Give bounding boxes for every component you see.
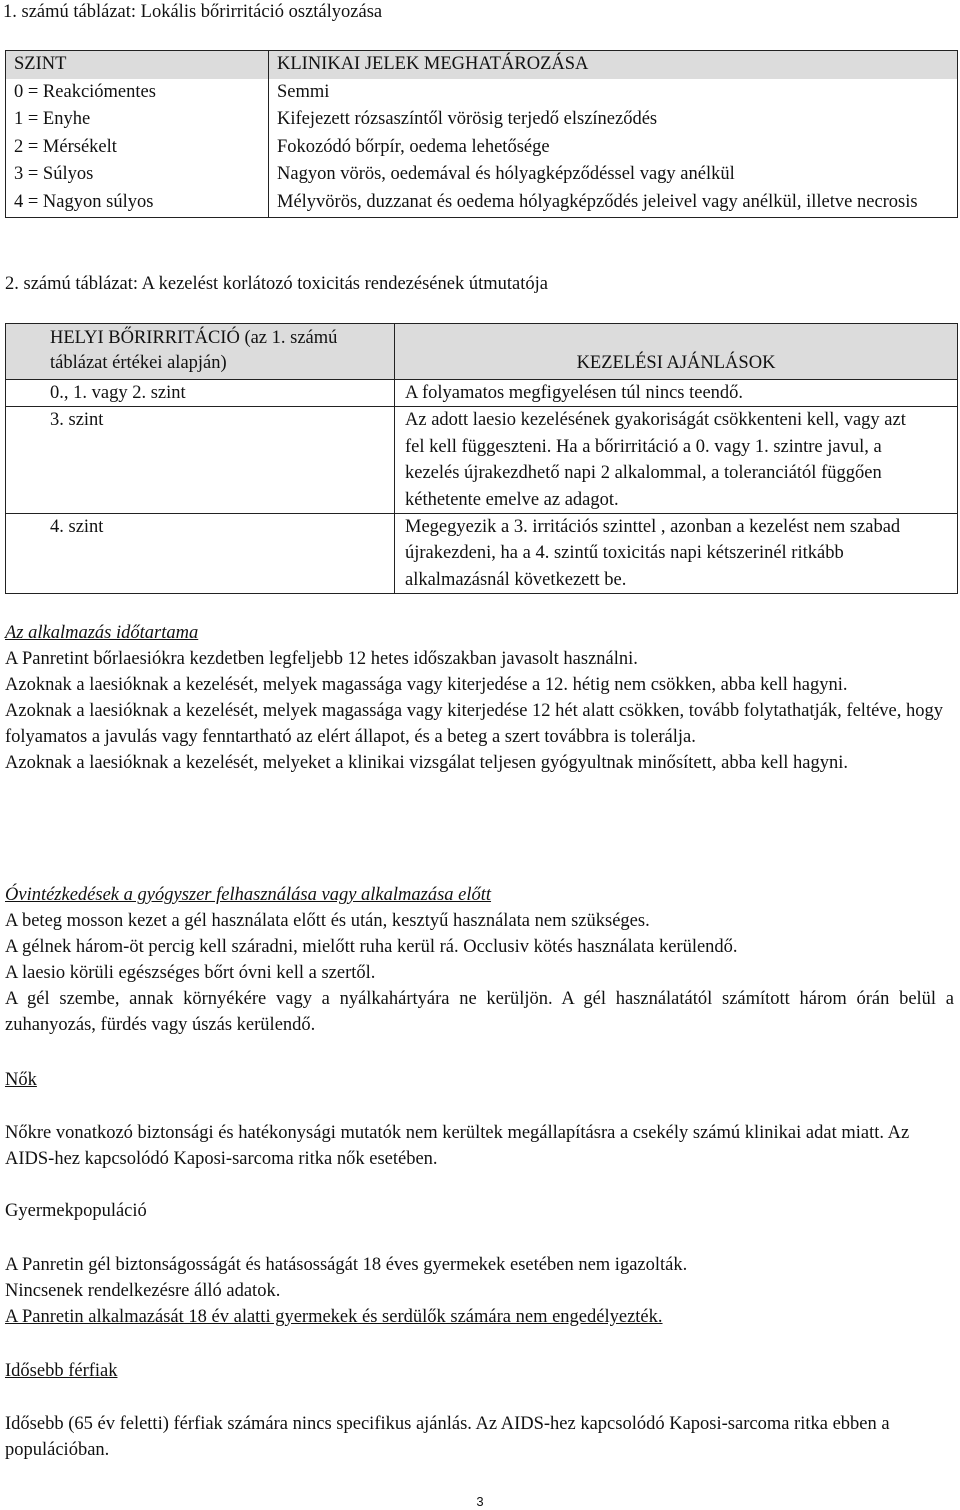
table2-caption: 2. számú táblázat: A kezelést korlátozó toxicitás rendezésének útmutatója <box>5 274 548 294</box>
signs-cell: Fokozódó bőrpír, oedema lehetősége <box>277 136 550 157</box>
section-heading: Nők <box>5 1070 37 1090</box>
level-cell: 1 = Enyhe <box>6 106 269 134</box>
level-cell: 0 = Reakciómentes <box>6 79 269 107</box>
paragraph: A Panretin gél biztonságosságát és hatásosságát 18 éves gyermekek esetében nem igazolták. <box>5 1255 688 1275</box>
level-cell: 3. szint <box>6 407 395 514</box>
page-number: 3 <box>476 1494 484 1509</box>
table1-caption: 1. számú táblázat: Lokális bőrirritáció osztályozása <box>3 2 383 22</box>
women-paragraph: Nőkre vonatkozó biztonsági és hatékonysági mutatók nem kerültek megállapításra a csekély számú klinikai adat miatt. Az AIDS-hez kapcsolódó Kaposi-sarcoma ritka nők esetében. <box>5 1123 910 1169</box>
table-row <box>6 134 958 162</box>
level-cell: 4. szint <box>6 514 395 594</box>
paragraph: Nincsenek rendelkezésre álló adatok. <box>5 1281 281 1301</box>
section-heading: Az alkalmazás időtartama <box>5 623 199 643</box>
paragraph: A Panretint bőrlaesiókra kezdetben legfeljebb 12 hetes időszakban javasolt használni. <box>5 649 638 669</box>
section-heading: Idősebb férfiak <box>5 1361 118 1381</box>
signs-cell: Nagyon vörös, oedemával és hólyagképződéssel vagy anélkül <box>277 164 735 185</box>
table-row <box>6 161 958 189</box>
signs-cell: Kifejezett rózsaszíntől vörösig terjedő elszíneződés <box>277 109 658 130</box>
header-level: SZINT <box>6 51 269 79</box>
elderly-paragraph: Idősebb (65 év feletti) férfiak számára nincs specifikus ajánlás. Az AIDS-hez kapcsolódó Kaposi-sarcoma ritka ebben a populációban. <box>5 1414 890 1460</box>
section-heading-children: Gyermekpopuláció <box>5 1201 147 1221</box>
table-header-row <box>6 51 958 79</box>
table-row <box>6 79 958 107</box>
recommendation-cell: Megegyezik a 3. irritációs szinttel , azonban a kezelést nem szabad újrakezdeni, ha a 4. szintű toxicitás napi kétszerinél ritkább alkalmazásnál következett be. <box>395 514 958 594</box>
paragraph-underlined: A Panretin alkalmazását 18 év alatti gyermekek és serdülők számára nem engedélyezték. <box>5 1307 663 1327</box>
paragraph: A gélnek három-öt percig kell száradni, mielőtt ruha kerül rá. Occlusiv kötés használata kerülendő. <box>5 937 738 957</box>
table-header-row <box>6 324 958 380</box>
table-row <box>6 407 958 514</box>
table-row <box>6 380 958 407</box>
recommendation-cell: Az adott laesio kezelésének gyakoriságát csökkenteni kell, vagy azt fel kell függeszteni. Ha a bőrirritáció a 0. vagy 1. szintre javul, a kezelés újrakezdhető napi 2 alkalommal, a toleranciától függően kéthetente emelve az adagot. <box>395 407 958 514</box>
section-precautions <box>5 882 954 1038</box>
paragraph: Azoknak a laesióknak a kezelését, melyeket a klinikai vizsgálat teljesen gyógyultnak minősített, abba kell hagyni. <box>5 753 849 773</box>
table-row <box>6 189 958 217</box>
level-cell: 0., 1. vagy 2. szint <box>6 380 395 407</box>
signs-cell: Mélyvörös, duzzanat és oedema hólyagképződés jeleivel vagy anélkül, illetve necrosis <box>269 189 958 217</box>
skin-irritation-table <box>5 50 958 218</box>
level-cell: 3 = Súlyos <box>6 161 269 189</box>
paragraph: A laesio körüli egészséges bőrt óvni kell a szertől. <box>5 963 376 983</box>
section-elderly <box>5 1358 954 1384</box>
section-heading: Óvintézkedések a gyógyszer felhasználása vagy alkalmazása előtt <box>5 885 492 905</box>
level-cell: 2 = Mérsékelt <box>6 134 269 162</box>
paragraph: A gél szembe, annak környékére vagy a nyálkahártyára ne kerüljön. A gél használatától számított három órán belül a zuhanyozás, fürdés vagy úszás kerülendő. <box>5 989 954 1035</box>
header-local-irritation <box>6 324 395 380</box>
section-children <box>5 1252 954 1330</box>
header-local-irritation-text: HELYI BŐRIRRITÁCIÓ (az 1. számú táblázat értékei alapján) <box>50 328 338 373</box>
paragraph: Azoknak a laesióknak a kezelését, melyek magassága vagy kiterjedése 12 hét alatt csökken, tovább folytathatják, feltéve, hogy folyamatos a javulás vagy fenntartható az elért állapot, és a beteg a szert továbbra is tolerálja. <box>5 701 944 747</box>
table-row <box>6 106 958 134</box>
paragraph: Azoknak a laesióknak a kezelését, melyek magassága vagy kiterjedése a 12. hétig nem csökken, abba kell hagyni. <box>5 675 848 695</box>
signs-cell: Semmi <box>277 81 330 102</box>
section-duration <box>5 620 954 776</box>
paragraph: A beteg mosson kezet a gél használata előtt és után, kesztyű használata nem szükséges. <box>5 911 650 931</box>
level-cell: 4 = Nagyon súlyos <box>6 189 269 217</box>
header-clinical-signs: KLINIKAI JELEK MEGHATÁROZÁSA <box>277 54 589 74</box>
recommendation-cell: A folyamatos megfigyelésen túl nincs teendő. <box>395 380 958 407</box>
section-women <box>5 1067 954 1093</box>
header-treatment-recommendations: KEZELÉSI AJÁNLÁSOK <box>576 353 776 373</box>
table-row <box>6 514 958 594</box>
toxicity-management-table <box>5 323 958 594</box>
